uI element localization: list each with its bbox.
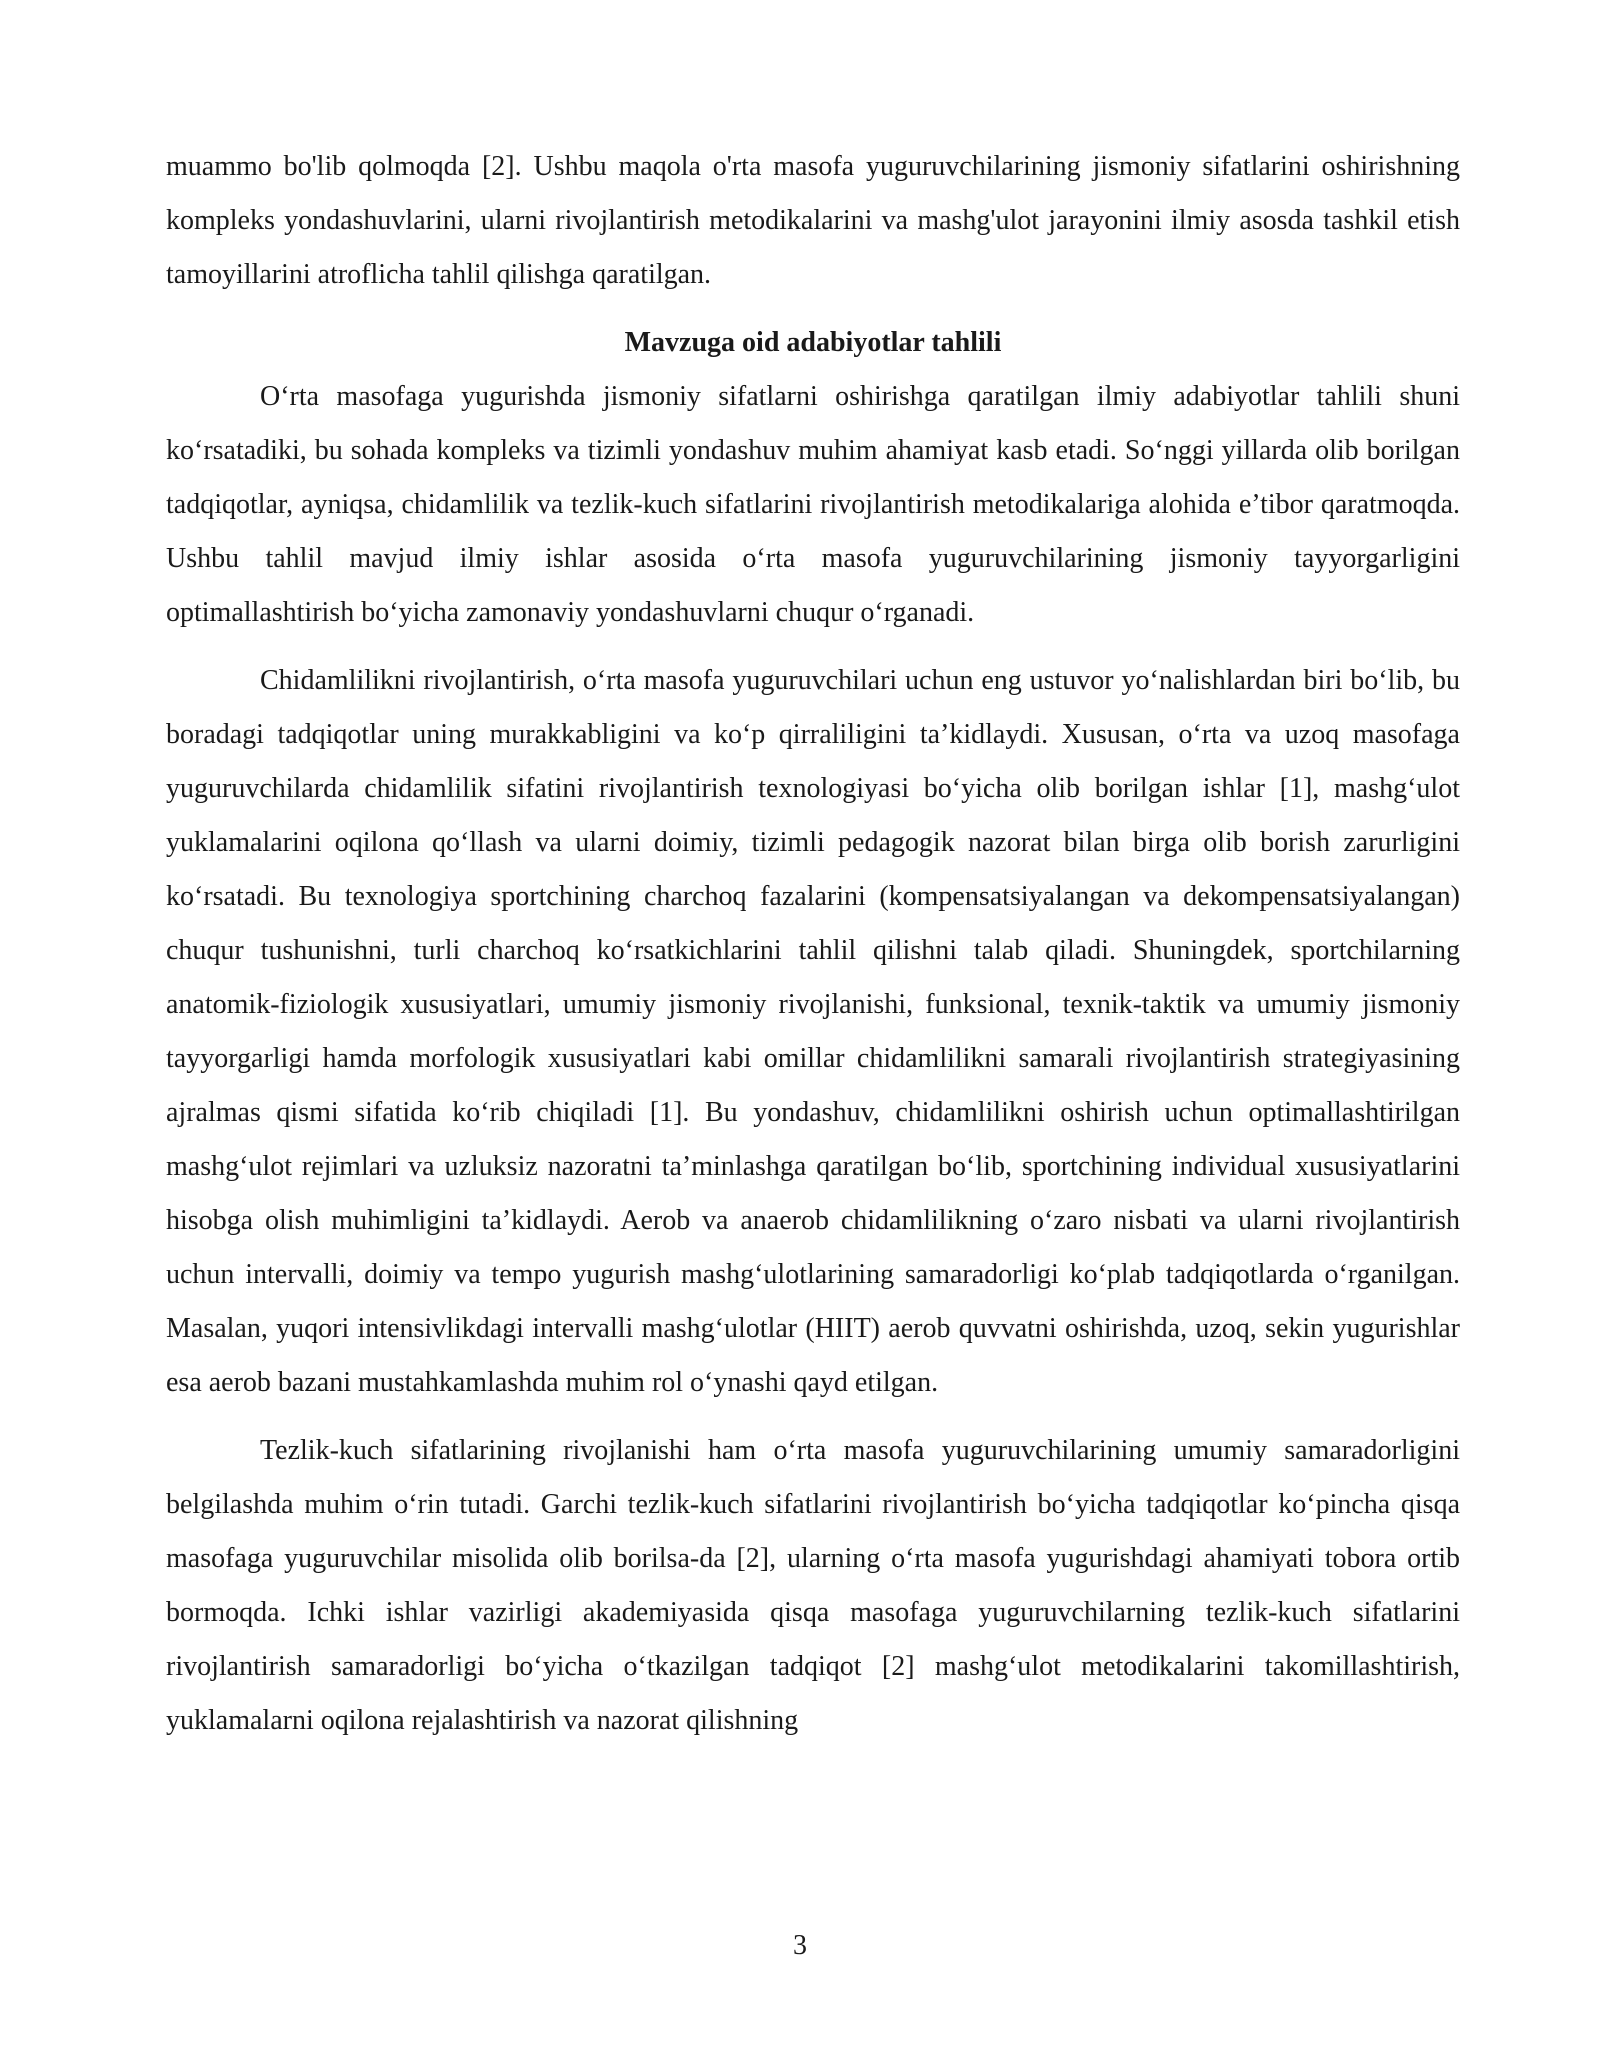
spacer [166, 302, 1460, 316]
page-number: 3 [793, 1930, 807, 1961]
paragraph-literature-3: Tezlik-kuch sifatlarining rivojlanishi ham o‘rta masofa yuguruvchilarining umumiy samaradorligini belgilashda muhim o‘rin tutadi. Garchi tezlik-kuch sifatlarini rivojlantirish bo‘yicha tadqiqotlar ko‘pincha qisqa masofaga yuguruvchilar misolida olib borilsa-da [2], ularning o‘rta masofa yugurishdagi ahamiyati tobora ortib bormoqda. Ichki ishlar vazirligi akademiyasida qisqa masofaga yuguruvchilarning tezlik-kuch sifatlarini rivojlantirish samaradorligi bo‘yicha o‘tkazilgan tadqiqot [2] mashg‘ulot metodikalarini takomillashtirish, yuklamalarni oqilona rejalashtirish va nazorat qilishning [166, 1435, 1460, 1736]
paragraph-literature-1: O‘rta masofaga yugurishda jismoniy sifatlarni oshirishga qaratilgan ilmiy adabiyotlar tahlili shuni ko‘rsatadiki, bu sohada kompleks va tizimli yondashuv muhim ahamiyat kasb etadi. So‘nggi yillarda olib borilgan tadqiqotlar, ayniqsa, chidamlilik va tezlik-kuch sifatlarini rivojlantirish metodikalariga alohida e’tibor qaratmoqda. Ushbu tahlil mavjud ilmiy ishlar asosida o‘rta masofa yuguruvchilarining jismoniy tayyorgarligini optimallashtirish bo‘yicha zamonaviy yondashuvlarni chuqur o‘rganadi. [166, 381, 1460, 628]
paragraph-intro: muammo bo'lib qolmoqda [2]. Ushbu maqola o'rta masofa yuguruvchilarining jismoniy sifatlarini oshirishning kompleks yondashuvlarini, ularni rivojlantirish metodikalarini va mashg'ulot jarayonini ilmiy asosda tashkil etish tamoyillarini atroflicha tahlil qilishga qaratilgan. [166, 151, 1460, 290]
spacer [166, 640, 1460, 654]
document-page [166, 140, 1460, 1748]
spacer [166, 1410, 1460, 1424]
section-heading: Mavzuga oid adabiyotlar tahlili [624, 327, 1002, 358]
paragraph-literature-2: Chidamlilikni rivojlantirish, o‘rta masofa yuguruvchilari uchun eng ustuvor yo‘nalishlardan biri bo‘lib, bu boradagi tadqiqotlar uning murakkabligini va ko‘p qirraliligini ta’kidlaydi. Xususan, o‘rta va uzoq masofaga yuguruvchilarda chidamlilik sifatini rivojlantirish texnologiyasi bo‘yicha olib borilgan ishlar [1], mashg‘ulot yuklamalarini oqilona qo‘llash va ularni doimiy, tizimli pedagogik nazorat bilan birga olib borish zarurligini ko‘rsatadi. Bu texnologiya sportchining charchoq fazalarini (kompensatsiyalangan va dekompensatsiyalangan) chuqur tushunishni, turli charchoq ko‘rsatkichlarini tahlil qilishni talab qiladi. Shuningdek, sportchilarning anatomik-fiziologik xususiyatlari, umumiy jismoniy rivojlanishi, funksional, texnik-taktik va umumiy jismoniy tayyorgarligi hamda morfologik xususiyatlari kabi omillar chidamlilikni samarali rivojlantirish strategiyasining ajralmas qismi sifatida ko‘rib chiqiladi [1]. Bu yondashuv, chidamlilikni oshirish uchun optimallashtirilgan mashg‘ulot rejimlari va uzluksiz nazoratni ta’minlashga qaratilgan bo‘lib, sportchining individual xususiyatlarini hisobga olish muhimligini ta’kidlaydi. Aerob va anaerob chidamlilikning o‘zaro nisbati va ularni rivojlantirish uchun intervalli, doimiy va tempo yugurish mashg‘ulotlarining samaradorligi ko‘plab tadqiqotlarda o‘rganilgan. Masalan, yuqori intensivlikdagi intervalli mashg‘ulotlar (HIIT) aerob quvvatni oshirishda, uzoq, sekin yugurishlar esa aerob bazani mustahkamlashda muhim rol o‘ynashi qayd etilgan. [166, 665, 1460, 1398]
